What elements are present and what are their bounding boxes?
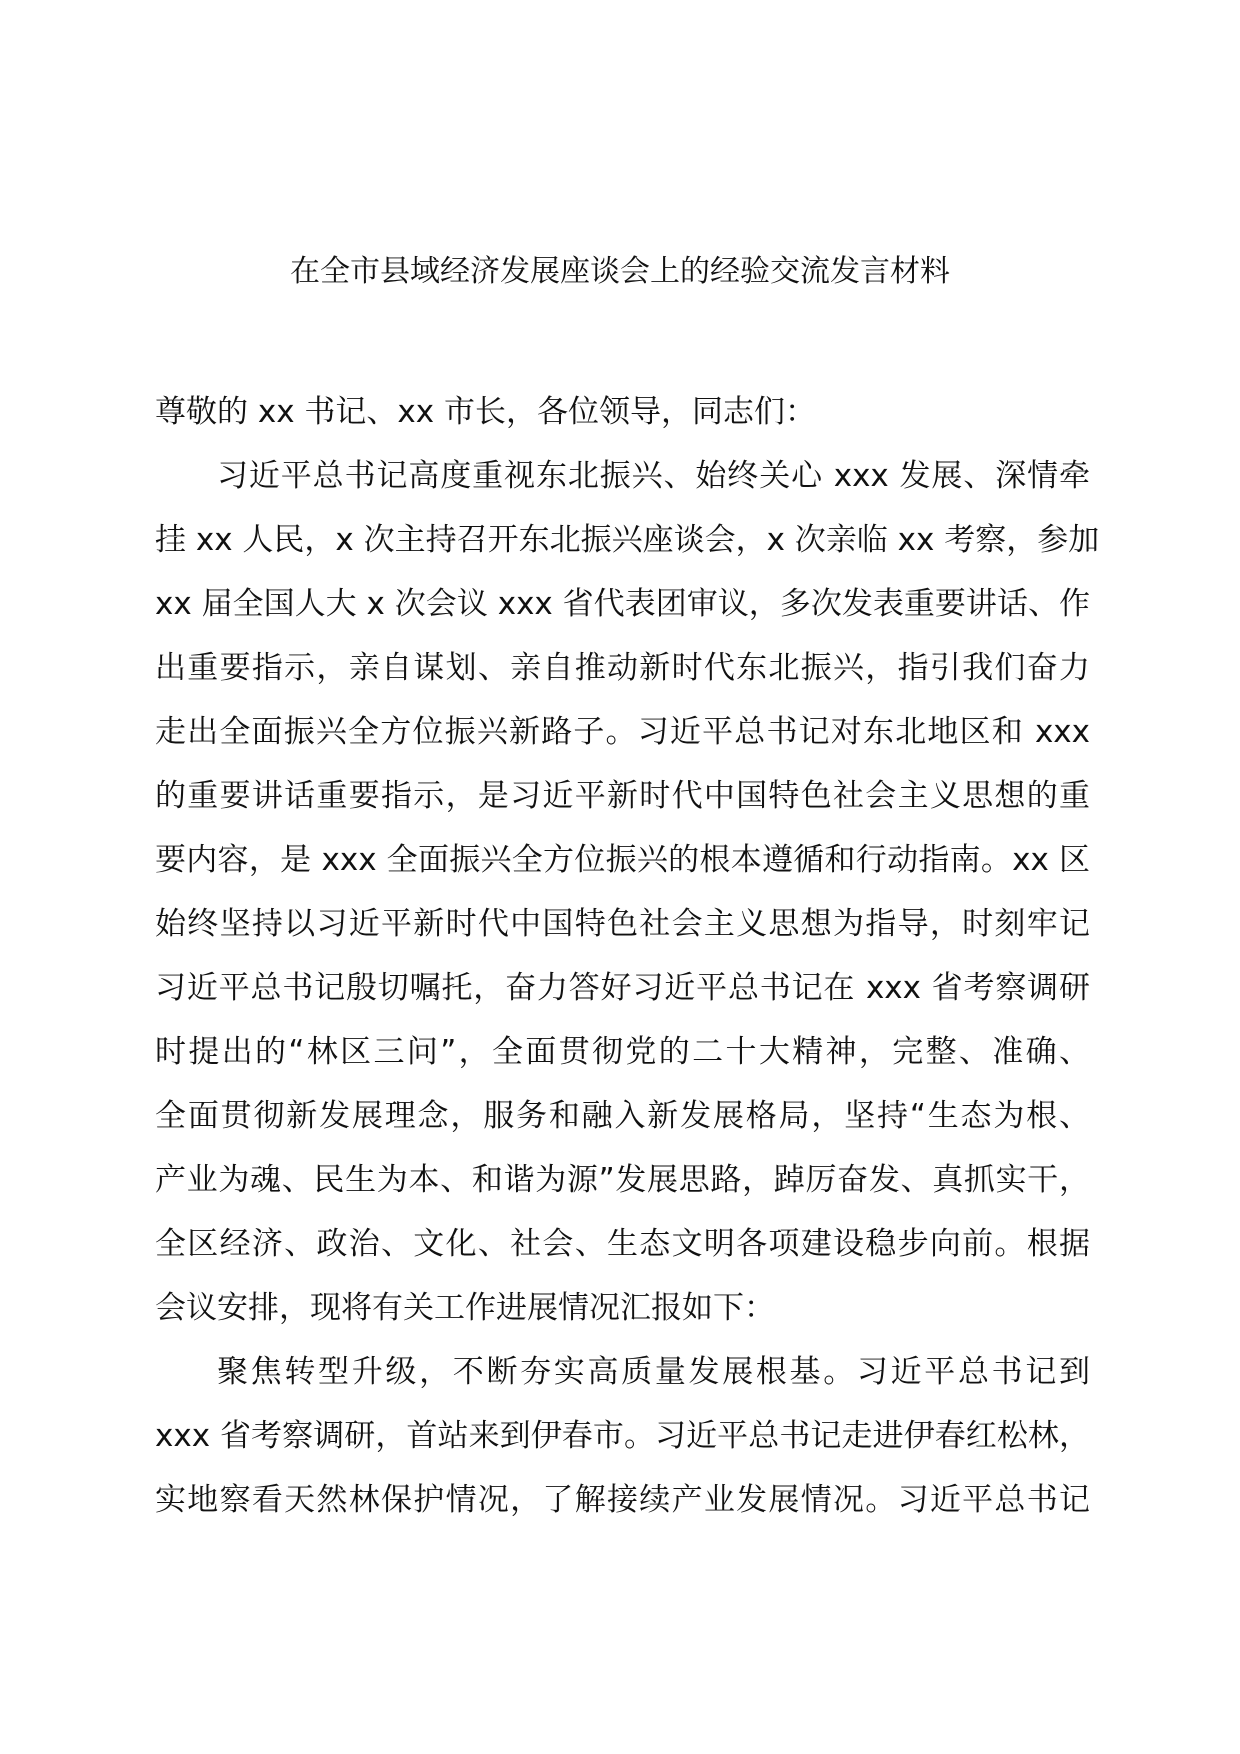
document-body <box>155 380 1100 1532</box>
salutation-line: 尊敬的 xx 书记、xx 市长，各位领导，同志们： <box>155 394 816 430</box>
paragraph-1-line-7: 要内容，是 xxx 全面振兴全方位振兴的根本遵循和行动指南。xx 区 <box>155 842 1090 878</box>
paragraph-1-line-6: 的重要讲话重要指示，是习近平新时代中国特色社会主义思想的重 <box>155 778 1090 814</box>
paragraph-1-line-8: 始终坚持以习近平新时代中国特色社会主义思想为指导，时刻牢记 <box>155 906 1090 942</box>
paragraph-1-line-13: 全区经济、政治、文化、社会、生态文明各项建设稳步向前。根据 <box>155 1226 1090 1262</box>
paragraph-2-line-2: xxx 省考察调研，首站来到伊春市。习近平总书记走进伊春红松林， <box>155 1418 1090 1454</box>
paragraph-2-line-1: 聚焦转型升级，不断夯实高质量发展根基。习近平总书记到 <box>217 1354 1090 1390</box>
paragraph-2-line-3: 实地察看天然林保护情况，了解接续产业发展情况。习近平总书记 <box>155 1482 1090 1518</box>
paragraph-1-line-2: 挂 xx 人民，x 次主持召开东北振兴座谈会，x 次亲临 xx 考察，参加 <box>155 522 1100 558</box>
paragraph-1-line-5: 走出全面振兴全方位振兴新路子。习近平总书记对东北地区和 xxx <box>155 714 1090 750</box>
paragraph-1-line-10: 时提出的“林区三问”，全面贯彻党的二十大精神，完整、准确、 <box>155 1034 1090 1070</box>
paragraph-1-line-11: 全面贯彻新发展理念，服务和融入新发展格局，坚持“生态为根、 <box>155 1098 1090 1134</box>
paragraph-1-line-4: 出重要指示，亲自谋划、亲自推动新时代东北振兴，指引我们奋力 <box>155 650 1090 686</box>
paragraph-1-line-12: 产业为魂、民生为本、和谐为源”发展思路，踔厉奋发、真抓实干， <box>155 1162 1090 1198</box>
paragraph-1-line-3: xx 届全国人大 x 次会议 xxx 省代表团审议，多次发表重要讲话、作 <box>155 586 1090 622</box>
paragraph-1-line-9: 习近平总书记殷切嘱托，奋力答好习近平总书记在 xxx 省考察调研 <box>155 970 1090 1006</box>
paragraph-1-line-1: 习近平总书记高度重视东北振兴、始终关心 xxx 发展、深情牵 <box>217 458 1090 494</box>
paragraph-1-line-14: 会议安排，现将有关工作进展情况汇报如下： <box>155 1290 775 1326</box>
document-title: 在全市县域经济发展座谈会上的经验交流发言材料 <box>290 254 950 289</box>
